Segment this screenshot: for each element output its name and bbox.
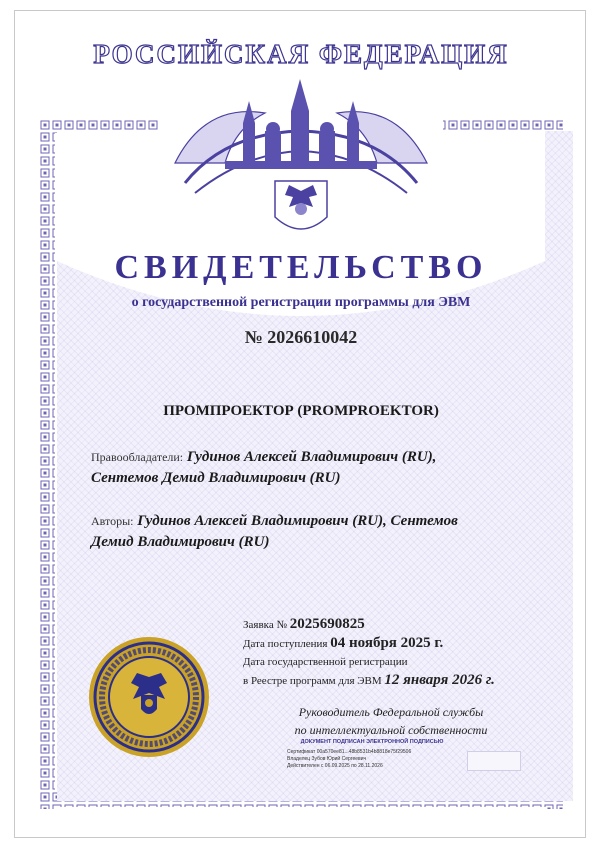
- signatory-title: [271, 703, 511, 739]
- authors-line2: Демид Владимирович (RU): [91, 534, 270, 550]
- authors-line1: Гудинов Алексей Владимирович (RU), Сентемов: [137, 513, 458, 529]
- kremlin-emblem-icon: [165, 73, 437, 243]
- country-name: РОССИЙСКАЯ ФЕДЕРАЦИЯ: [93, 39, 509, 69]
- registration-label-line1: Дата государственной регистрации: [243, 656, 408, 668]
- document-title: СВИДЕТЕЛЬСТВО: [114, 249, 488, 286]
- rightholders-line2: Сентемов Демид Владимирович (RU): [91, 470, 341, 486]
- authors-block: [91, 511, 511, 553]
- rospatent-seal-icon: [87, 635, 211, 759]
- esign-title: ДОКУМЕНТ ПОДПИСАН ЭЛЕКТРОННОЙ ПОДПИСЬЮ: [300, 739, 444, 745]
- registration-label-line2: в Реестре программ для ЭВМ: [243, 675, 382, 687]
- rightholders-block: [91, 447, 511, 489]
- authors-label: Авторы:: [91, 514, 134, 528]
- signatory-line2: по интеллектуальной собственности: [294, 723, 488, 737]
- document-subtitle: о государственной регистрации программы для ЭВМ: [131, 295, 471, 310]
- esign-owner: Владелец Зубов Юрий Сергеевич: [287, 756, 367, 762]
- esign-certificate: Сертификат 00a570ee81...48b8531b4b8818e75f29506: [287, 749, 412, 755]
- application-details: [243, 615, 563, 690]
- esign-validity: Действителен с 06.09.2025 по 28.11.2026: [287, 763, 383, 769]
- signatory-line1: Руководитель Федеральной службы: [298, 705, 484, 719]
- rightholders-line1: Гудинов Алексей Владимирович (RU),: [186, 449, 437, 465]
- application-label: Заявка №: [243, 619, 287, 631]
- program-name: ПРОМПРОЕКТОР (PROMPROEKTOR): [163, 403, 439, 419]
- certificate-number: № 2026610042: [244, 327, 358, 347]
- rightholders-label: Правообладатели:: [91, 450, 184, 464]
- received-label: Дата поступления: [243, 638, 328, 650]
- received-date: 04 ноября 2025 г.: [330, 635, 444, 651]
- application-number: 2025690825: [289, 616, 365, 632]
- signature-box: [467, 751, 521, 771]
- electronic-signature-stamp: [287, 739, 523, 779]
- registration-date: 12 января 2026 г.: [384, 672, 495, 688]
- certificate-sheet: [14, 10, 586, 838]
